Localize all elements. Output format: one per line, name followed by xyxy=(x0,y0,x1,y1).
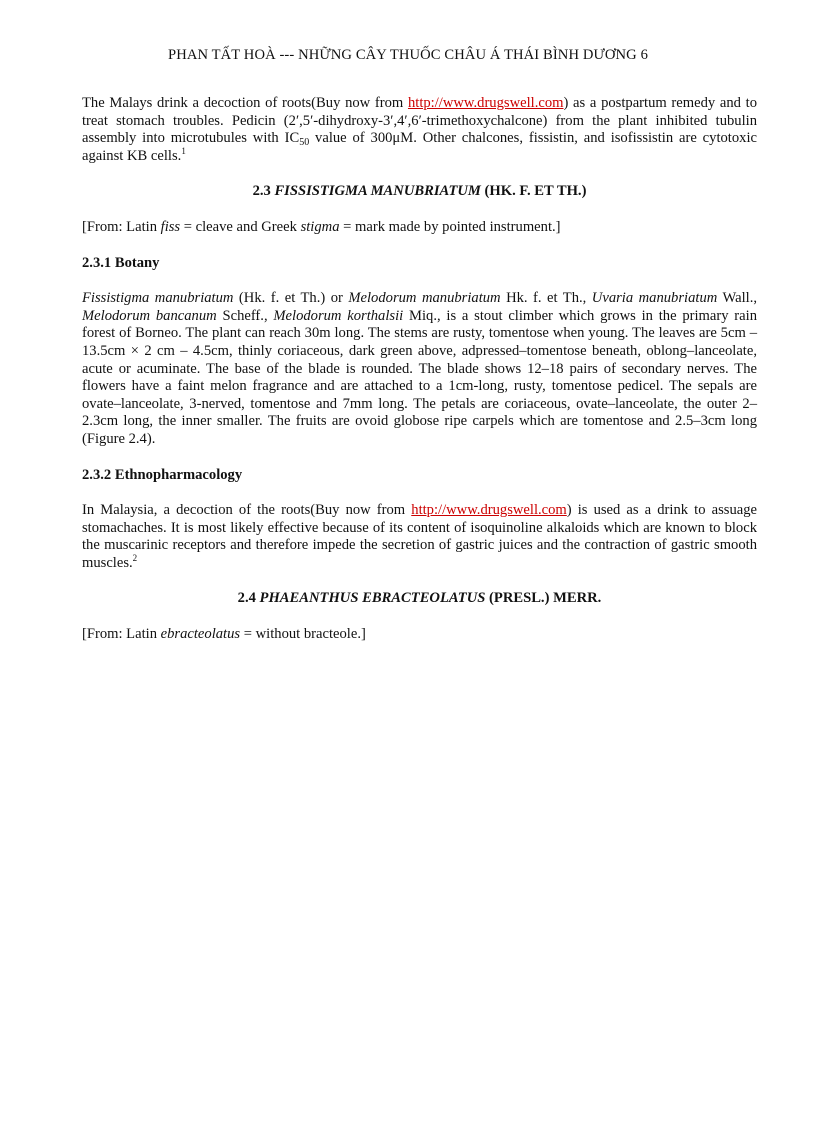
etymology-2-4: [From: Latin ebracteolatus = without bracteole.] xyxy=(82,626,366,643)
botany-paragraph: Fissistigma manubriatum (Hk. f. et Th.) or Melodorum manubriatum Hk. f. et Th., Uvaria manubriatum Wall., Melodorum bancanum Scheff., Melodorum korthalsii Miq., is a stout climber which grows in the primary rain forest of Borneo. The plant can reach 30m long. The stems are rusty, tomentose when young. The leaves are 5cm – 13.5cm × 2 cm – 4.5cm, thinly coriaceous, dark green above, adpressed–tomentose beneath, oblong–lanceolate, acute or acuminate. The base of the blade is rounded. The blade shows 12–18 pairs of secondary nerves. The flowers have a faint melon fragrance and are attached to a 1cm-long, rusty, tomentose pedicel. The sepals are ovate–lanceolate, 3-nerved, tomentose and 7mm long. The petals are coriaceous, ovate–lanceolate, the outer 2–2.3cm long, the inner smaller. The fruits are ovoid globose ripe carpels which are tomentose and 2.5–3cm long (Figure 2.4). xyxy=(82,290,757,447)
ethnopharmacology-paragraph: In Malaysia, a decoction of the roots(Buy now from http://www.drugswell.com) is used as a drink to assuage stomachaches. It is most likely effective because of its content of isoquinoline alkaloids which are known to block the muscarinic receptors and therefore impede the secretion of gastric juices and the contraction of gastric smooth muscles.$^2$ xyxy=(82,502,757,571)
footnote-ref-2: 2 xyxy=(132,552,138,563)
section-heading-2-3: 2.3 FISSISTIGMA MANUBRIATUM (HK. F. ET TH.) xyxy=(252,183,587,200)
drugswell-link[interactable]: http://www.drugswell.com xyxy=(411,502,567,519)
footnote-ref-1: 1 xyxy=(181,145,186,156)
etymology-2-3: [From: Latin fiss = cleave and Greek stigma = mark made by pointed instrument.] xyxy=(82,218,561,235)
subsection-heading-botany: 2.3.1 Botany xyxy=(82,254,160,271)
document-body xyxy=(82,95,757,644)
running-header: PHAN TẤT HOÀ --- NHỮNG CÂY THUỐC CHÂU Á THÁI BÌNH DƯƠNG 6 xyxy=(168,47,648,63)
intro-paragraph: The Malays drink a decoction of roots(Buy now from http://www.drugswell.com) as a postpartum remedy and to treat stomach troubles. Pedicin (2′,5′-dihydroxy-3′,4′,6′-trimethoxychalcone) from the plant inhibited tubulin assembly into microtubules with $IC_{50}$ value of 300μM. Other chalcones, fissistin, and isofissistin are cytotoxic against KB cells.$^1$ xyxy=(82,95,758,164)
subsection-heading-ethnopharmacology: 2.3.2 Ethnopharmacology xyxy=(82,466,243,483)
section-heading-2-4: 2.4 PHAEANTHUS EBRACTEOLATUS (PRESL.) MERR. xyxy=(237,590,602,607)
drugswell-link[interactable]: http://www.drugswell.com xyxy=(407,95,564,111)
ic50-subscript: 50 xyxy=(299,137,310,149)
